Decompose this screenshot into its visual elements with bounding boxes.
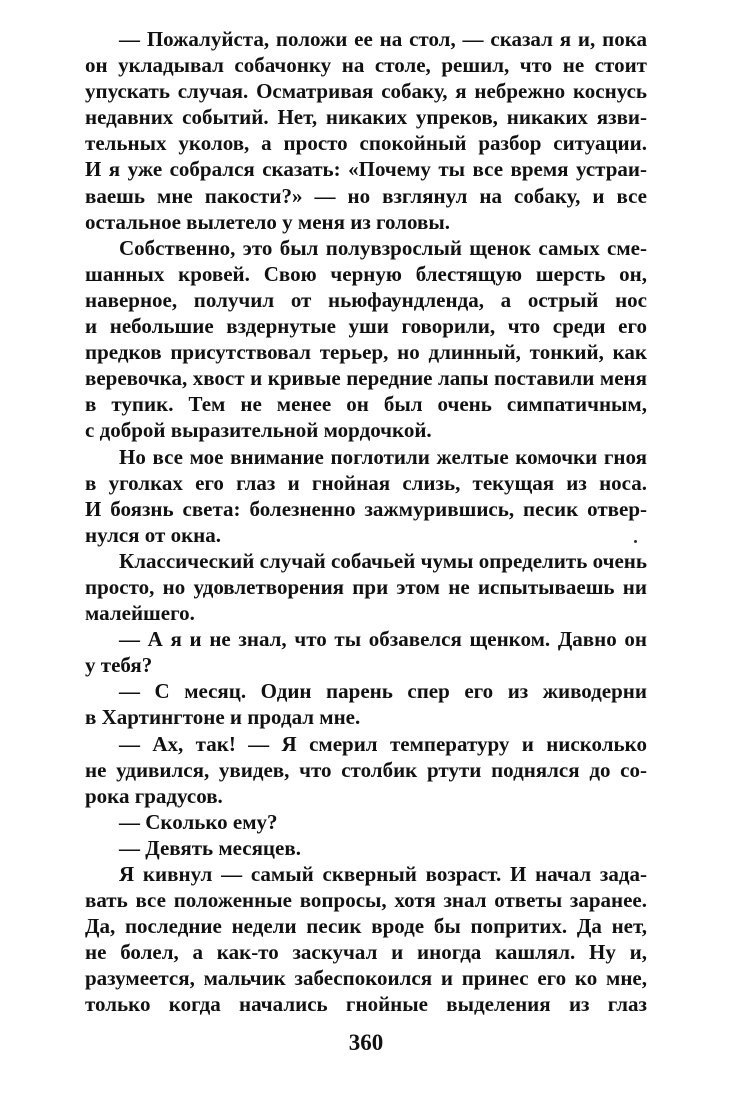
text-line: Но все мое внимание поглотили желтые комочки гноя [119,444,647,469]
text-line: Собственно, это был полувзрослый щенок самых сме- [119,235,647,260]
body-text [85,26,647,1018]
scan-speck [634,540,637,543]
text-line: Да, последние недели песик вроде бы попритих. Да нет, [85,914,647,939]
text-line: предков присутствовал терьер, но длинный, тонкий, как [85,340,647,365]
text-line: в уголках его глаз и гнойная слизь, текущая из носа. [85,470,647,495]
text-line: рока градусов. [85,783,223,808]
text-line: — А я и не знал, что ты обзавелся щенком. Давно он [119,627,647,652]
text-line: — Ах, так! — Я смерил температуру и нисколько [119,731,647,756]
text-line: просто, но удовлетворения при этом не испытываешь ни [85,574,647,599]
text-line: недавних событий. Нет, никаких упреков, никаких язви- [85,105,647,130]
text-line: не удивился, увидев, что столбик ртути поднялся до со- [85,757,647,782]
text-line: И боязнь света: болезненно зажмурившись, песик отвер- [85,496,647,521]
text-line: в тупик. Тем не менее он был очень симпатичным, [85,392,647,417]
text-line: И я уже собрался сказать: «Почему ты все время устраи- [85,157,647,182]
text-line: тельных уколов, а просто спокойный разбор ситуации. [85,131,647,156]
text-line: наверное, получил от ньюфаундленда, а острый нос [85,287,647,312]
text-line: — С месяц. Один парень спер его из живодерни [119,679,647,704]
text-line: не болел, а как-то заскучал и иногда кашлял. Ну и, [85,940,647,965]
text-line: — Девять месяцев. [119,835,301,860]
text-line: шанных кровей. Свою черную блестящую шерсть он, [85,261,647,286]
text-line: только когда начались гнойные выделения из глаз [85,992,647,1017]
page-number: 360 [348,1030,384,1055]
text-line: малейшего. [85,601,195,626]
text-line: он укладывал собачонку на столе, решил, что не стоит [85,53,647,78]
text-line: Я кивнул — самый скверный возраст. И начал зада- [119,862,647,886]
text-line: остальное вылетело у меня из головы. [85,209,450,234]
text-line: ваешь мне пакости?» — но взглянул на собаку, и все [85,183,647,208]
text-line: разумеется, мальчик забеспокоился и принес его ко мне, [85,966,647,991]
text-line: нулся от окна. [85,522,222,547]
text-line: Классический случай собачьей чумы определить очень [119,548,647,573]
text-line: в Хартингтоне и продал мне. [85,705,361,730]
text-line: — Сколько ему? [119,809,278,834]
text-line: с доброй выразительной мордочкой. [85,418,432,443]
text-line: у тебя? [85,653,153,678]
text-line: упускать случая. Осматривая собаку, я небрежно коснусь [85,79,647,104]
text-line: — Пожалуйста, положи ее на стол, — сказал я и, пока [119,27,647,51]
text-line: веревочка, хвост и кривые передние лапы поставили меня [85,366,647,391]
text-line: вать все положенные вопросы, хотя знал ответы заранее. [85,888,647,913]
text-line: и небольшие вздернутые уши говорили, что среди его [85,314,647,339]
